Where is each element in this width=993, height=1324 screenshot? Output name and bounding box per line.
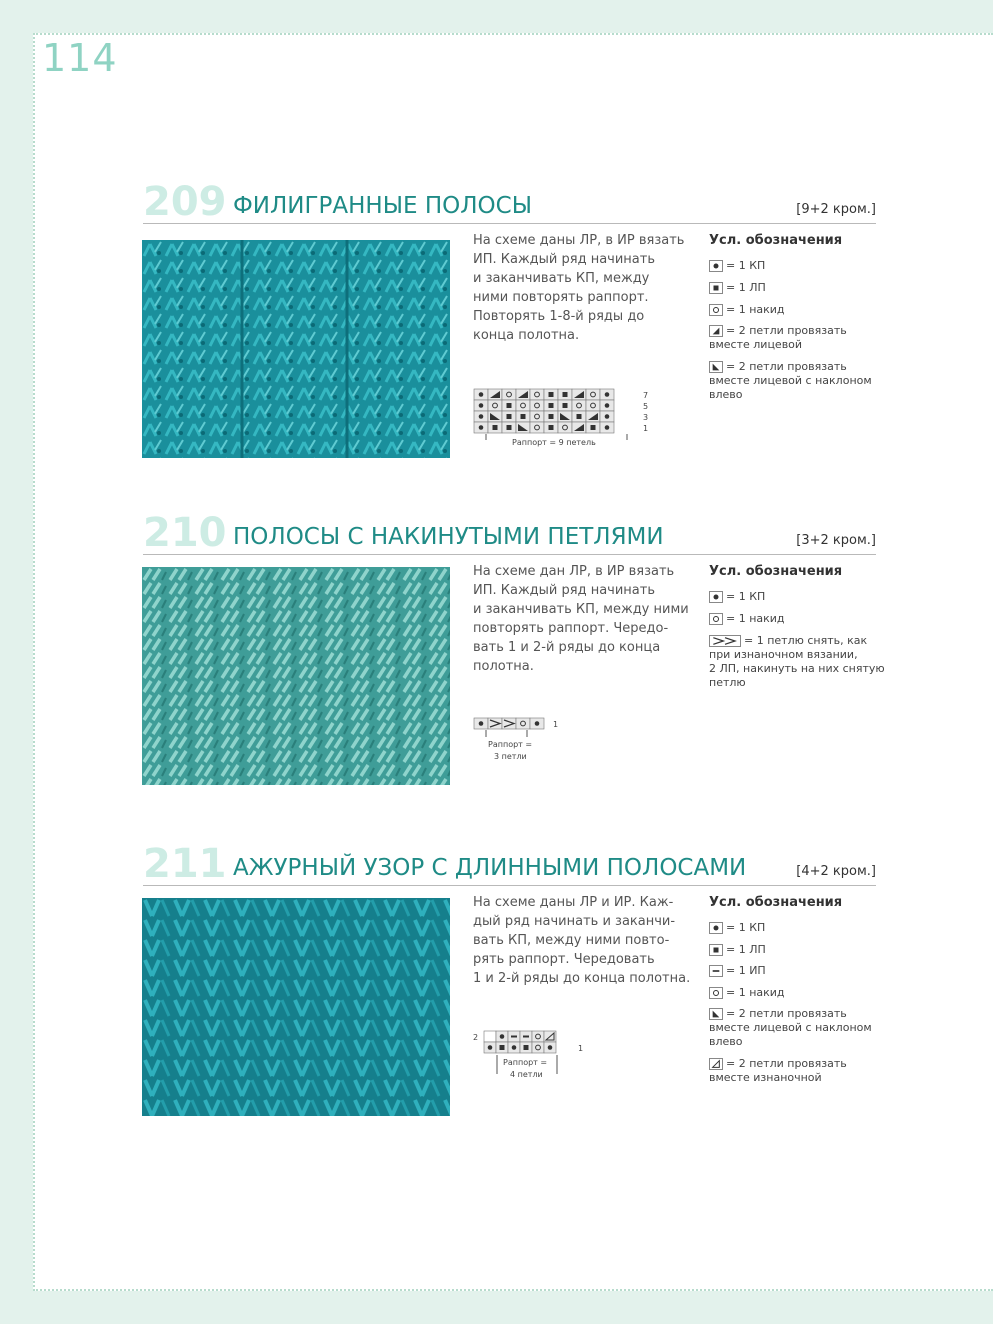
desc-line: Повторять 1-8-й ряды до <box>473 309 645 324</box>
legend-item: = 2 петли провязать вместе лицевой <box>709 324 847 351</box>
row-number: 1 <box>578 1044 584 1053</box>
section-209-header <box>143 177 876 224</box>
legend-item: = 1 петлю снять, как при изнаночном вязании, 2 ЛП, накинуть на них снятую петлю <box>709 634 885 689</box>
chart-cell <box>488 400 502 411</box>
chart-cell <box>530 389 544 400</box>
swatch-photo-209 <box>142 240 450 458</box>
chart-cell <box>586 389 600 400</box>
swatch-photo-211 <box>142 898 450 1116</box>
desc-line: На схеме даны ЛР, в ИР вязать <box>473 233 685 248</box>
chart-caption: 3 петли <box>494 752 527 761</box>
repeat-info: [4+2 кром.] <box>796 864 876 879</box>
legend-item: = 1 накид <box>709 986 785 1000</box>
dot-icon <box>709 591 723 603</box>
dot-icon <box>709 922 723 934</box>
chart-cell <box>558 422 572 433</box>
chart-caption: Раппорт = 9 петель <box>512 438 596 447</box>
legend-title: Усл. обозначения <box>709 233 843 248</box>
desc-line: вать КП, между ними повто- <box>473 933 670 948</box>
legend-item: = 1 КП <box>709 590 765 604</box>
row-number: 1 <box>643 424 649 433</box>
section-title: ПОЛОСЫ С НАКИНУТЫМИ ПЕТЛЯМИ <box>233 524 664 550</box>
square-icon <box>709 944 723 956</box>
chart-caption: Раппорт = <box>503 1058 548 1067</box>
chart-cell <box>516 400 530 411</box>
chart-cell <box>516 718 530 729</box>
row-number: 5 <box>643 402 649 411</box>
desc-line: На схеме даны ЛР и ИР. Каж- <box>473 895 674 910</box>
desc-line: и заканчивать КП, между <box>473 271 650 286</box>
triangle-right-icon <box>709 325 723 337</box>
swatch-photo-210 <box>142 567 450 785</box>
chart-caption: Раппорт = <box>488 740 533 749</box>
legend-title: Усл. обозначения <box>709 895 843 910</box>
section-title: АЖУРНЫЙ УЗОР С ДЛИННЫМИ ПОЛОСАМИ <box>233 855 747 881</box>
section-number: 210 <box>143 510 227 556</box>
row-number: 3 <box>643 413 649 422</box>
desc-line: и заканчивать КП, между ними <box>473 602 689 617</box>
chart-cell <box>586 400 600 411</box>
legend-item: = 1 накид <box>709 303 785 317</box>
desc-line: ними повторять раппорт. <box>473 290 649 305</box>
dash-icon <box>709 965 723 977</box>
desc-line: ИП. Каждый ряд начинать <box>473 252 655 267</box>
desc-line: дый ряд начинать и заканчи- <box>473 914 676 929</box>
purl-triangle-icon <box>709 1058 723 1070</box>
row-number: 2 <box>473 1033 479 1042</box>
chart-cell <box>530 422 544 433</box>
row-number: 7 <box>643 391 649 400</box>
desc-line: рять раппорт. Чередовать <box>473 952 655 967</box>
page-number: 114 <box>42 36 118 80</box>
section-number: 211 <box>143 841 227 887</box>
legend-item: = 1 ЛП <box>709 281 766 295</box>
section-211-header <box>143 839 876 886</box>
chart-210 <box>472 717 572 767</box>
description-211 <box>473 893 698 988</box>
description-209 <box>473 231 698 345</box>
chart-209 <box>472 388 662 450</box>
legend-item: = 2 петли провязать вместе лицевой с наклоном влево <box>709 1007 872 1048</box>
chart-caption: 4 петли <box>510 1070 543 1079</box>
circle-icon <box>709 987 723 999</box>
triangle-left-icon <box>709 1008 723 1020</box>
legend-item: = 2 петли провязать вместе изнаночной <box>709 1057 847 1084</box>
desc-line: 1 и 2-й ряды до конца полотна. <box>473 971 691 986</box>
row-number: 1 <box>553 720 559 729</box>
desc-line: вать 1 и 2-й ряды до конца <box>473 640 661 655</box>
desc-line: конца полотна. <box>473 328 580 343</box>
chart-cell <box>530 400 544 411</box>
legend-item: = 1 КП <box>709 259 765 273</box>
desc-line: повторять раппорт. Чередо- <box>473 621 669 636</box>
legend-item: = 1 ЛП <box>709 943 766 957</box>
chart-211 <box>470 1030 590 1082</box>
legend-item: = 2 петли провязать вместе лицевой с наклоном влево <box>709 360 872 401</box>
repeat-info: [9+2 кром.] <box>796 202 876 217</box>
slip-arrows-icon <box>709 635 741 647</box>
legend-title: Усл. обозначения <box>709 564 843 579</box>
desc-line: полотна. <box>473 659 534 674</box>
legend-item: = 1 накид <box>709 612 785 626</box>
circle-icon <box>709 304 723 316</box>
square-icon <box>709 282 723 294</box>
chart-cell <box>484 1031 496 1042</box>
legend-item: = 1 ИП <box>709 964 766 978</box>
circle-icon <box>709 613 723 625</box>
section-number: 209 <box>143 179 227 225</box>
chart-cell <box>532 1031 544 1042</box>
dot-icon <box>709 260 723 272</box>
chart-cell <box>572 400 586 411</box>
section-title: ФИЛИГРАННЫЕ ПОЛОСЫ <box>233 193 533 219</box>
chart-cell <box>532 1042 544 1053</box>
description-210 <box>473 562 698 676</box>
chart-cell <box>502 389 516 400</box>
desc-line: ИП. Каждый ряд начинать <box>473 583 655 598</box>
section-210-header <box>143 508 876 555</box>
chart-cell <box>530 411 544 422</box>
repeat-info: [3+2 кром.] <box>796 533 876 548</box>
legend-item: = 1 КП <box>709 921 765 935</box>
triangle-left-icon <box>709 361 723 373</box>
desc-line: На схеме дан ЛР, в ИР вязать <box>473 564 675 579</box>
